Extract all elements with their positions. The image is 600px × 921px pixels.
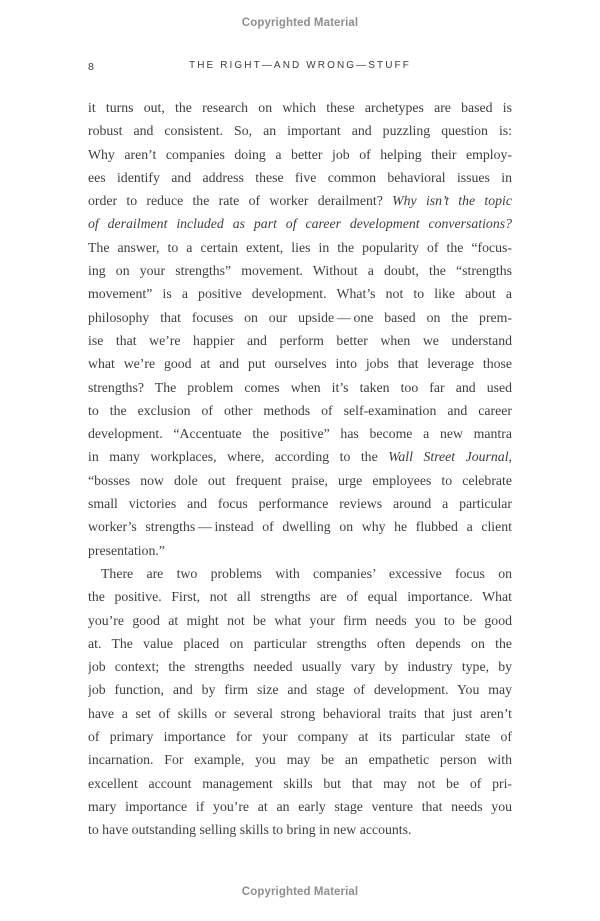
text-segment: , [508, 449, 512, 465]
text-line [88, 376, 512, 399]
text-segment: of primary importance for your company at its particular state of [88, 729, 512, 745]
text-line [88, 469, 512, 492]
text-line [88, 585, 512, 608]
text-segment: to the exclusion of other methods of self-examination and career [88, 402, 512, 418]
text-line [88, 306, 512, 329]
italic-text-segment: Why isn’t the topic [392, 193, 512, 209]
italic-text-segment: of derailment included as part of career development conversations? [88, 216, 512, 232]
text-segment: ise that we’re happier and perform better when we understand [88, 332, 512, 348]
text-segment: what we’re good at and put ourselves into jobs that leverage those [88, 356, 512, 372]
text-line [88, 818, 512, 841]
page-number: 8 [88, 61, 95, 73]
text-segment: incarnation. For example, you may be an empathetic person with [88, 752, 512, 768]
running-header [88, 60, 512, 71]
text-segment: ees identify and address these five common behavioral issues in [88, 169, 512, 185]
text-line [88, 352, 512, 375]
text-line [88, 795, 512, 818]
text-line [88, 562, 512, 585]
text-line [88, 655, 512, 678]
text-segment: The answer, to a certain extent, lies in the popularity of the “focus- [88, 239, 512, 255]
text-line [88, 236, 512, 259]
text-segment: the positive. First, not all strengths are of equal importance. What [88, 589, 512, 605]
text-line [88, 119, 512, 142]
text-line [88, 329, 512, 352]
text-line [88, 492, 512, 515]
text-line [88, 515, 512, 538]
text-line [88, 399, 512, 422]
text-line [88, 609, 512, 632]
copyright-notice-bottom: Copyrighted Material [241, 886, 359, 898]
copyright-notice-top: Copyrighted Material [241, 17, 359, 29]
text-line [88, 632, 512, 655]
text-line [88, 725, 512, 748]
text-segment: Why aren’t companies doing a better job of helping their employ- [88, 146, 512, 162]
running-header-title: THE RIGHT—AND WRONG—STUFF [189, 60, 411, 71]
text-segment: at. The value placed on particular strengths often depends on the [88, 635, 512, 651]
text-segment: “bosses now dole out frequent praise, urge employees to celebrate [88, 472, 512, 488]
text-segment: There are two problems with companies’ excessive focus on [101, 565, 512, 581]
text-segment: you’re good at might not be what your firm needs you to be good [88, 612, 512, 628]
text-line [88, 772, 512, 795]
text-segment: worker’s strengths — instead of dwelling on why he flubbed a client [88, 519, 512, 535]
text-segment: job context; the strengths needed usually vary by industry type, by [88, 659, 512, 675]
text-line [88, 96, 512, 119]
text-line [88, 189, 512, 212]
text-segment: it turns out, the research on which these archetypes are based is [88, 100, 512, 115]
text-segment: small victories and focus performance reviews around a particular [88, 496, 512, 512]
text-segment: philosophy that focuses on our upside — one based on the prem- [88, 309, 512, 325]
text-segment: excellent account management skills but that may not be of pri- [88, 775, 512, 791]
text-segment: have a set of skills or several strong behavioral traits that just aren’t [88, 705, 512, 721]
text-line [88, 445, 512, 468]
text-segment: ing on your strengths” movement. Without a doubt, the “strengths [88, 263, 512, 279]
text-segment: movement” is a positive development. What’s not to like about a [88, 286, 512, 302]
text-line [88, 678, 512, 701]
text-line [88, 259, 512, 282]
text-segment: to have outstanding selling skills to bring in new accounts. [88, 822, 412, 838]
text-line [88, 748, 512, 771]
text-line [88, 143, 512, 166]
text-segment: strengths? The problem comes when it’s taken too far and used [88, 379, 512, 395]
text-segment: presentation.” [88, 542, 166, 558]
text-line [88, 702, 512, 725]
text-line [88, 422, 512, 445]
text-line [88, 282, 512, 305]
text-line [88, 166, 512, 189]
text-line [88, 212, 512, 235]
page-body [88, 96, 512, 842]
text-segment: job function, and by firm size and stage of development. You may [88, 682, 512, 698]
italic-text-segment: Wall Street Journal [388, 449, 509, 465]
text-line [88, 539, 512, 562]
text-segment: robust and consistent. So, an important and puzzling question is: [88, 123, 512, 139]
text-segment: mary importance if you’re at an early stage venture that needs you [88, 798, 512, 814]
text-segment: in many workplaces, where, according to the [88, 449, 389, 465]
text-segment: development. “Accentuate the positive” has become a new mantra [88, 426, 512, 442]
text-segment: order to reduce the rate of worker derailment? [88, 193, 393, 209]
